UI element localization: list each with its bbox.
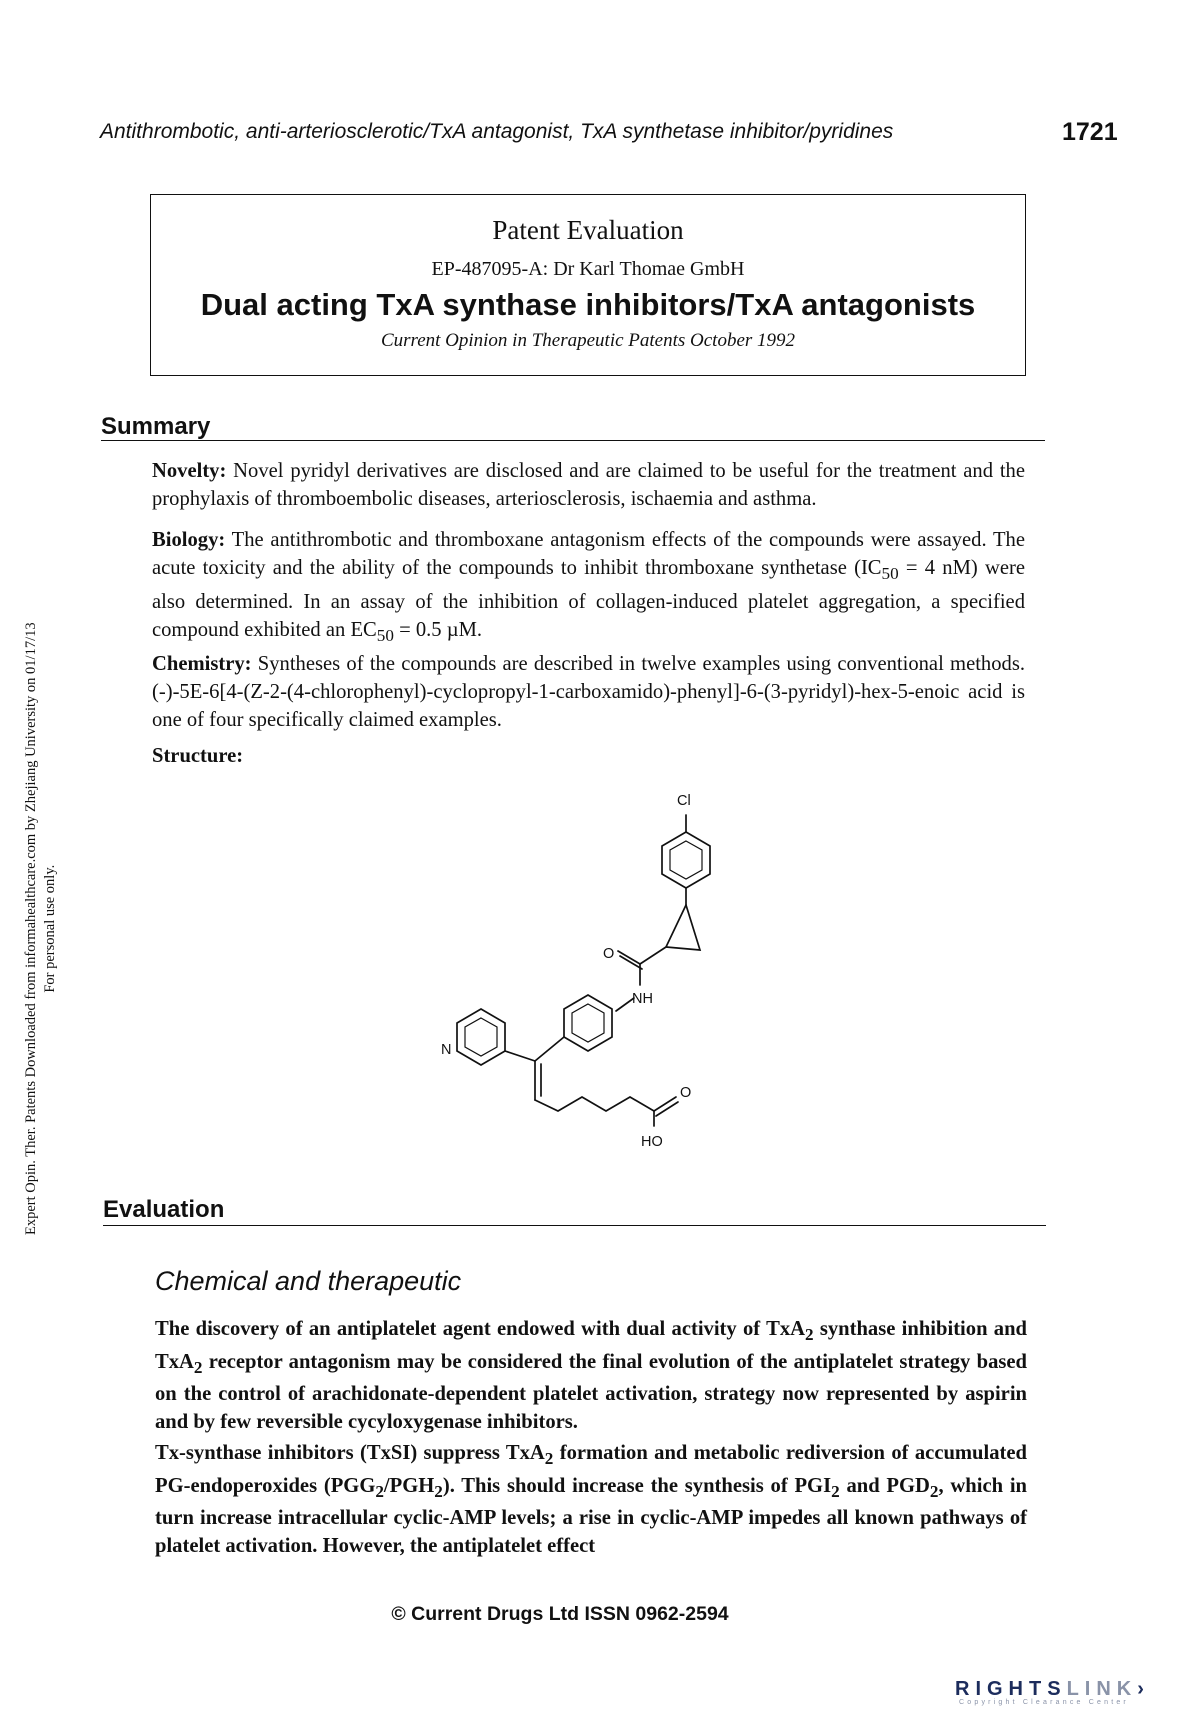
evaluation-rule xyxy=(103,1225,1046,1226)
evaluation-paragraph-2: Tx-synthase inhibitors (TxSI) suppress TxA$_2$ formation and metabolic rediversion of accumulated PG-endoperoxides $(PGG_2/PGH_2)$. This should increase the synthesis of $PGI_2$ and $PGD_2$, which in turn increase intracellular cyclic-AMP levels; a rise in cyclic-AMP impedes all known pathways of platelet activation. However, the antiplatelet effect xyxy=(155,1442,1027,1557)
download-note-line1: Expert Opin. Ther. Patents Downloaded from informahealthcare.com by Zhejiang University on 01/17/13 xyxy=(23,622,39,1235)
biology-text: The antithrombotic and thromboxane antagonism effects of the compounds were assayed. The acute toxicity and the ability of the compounds to inhibit thromboxane synthetase ( xyxy=(152,529,1025,579)
pyridine-ring xyxy=(457,1009,505,1065)
chemistry-text: Syntheses of the compounds are described in twelve examples using conventional methods. (-)-5E-6[4-(Z-2-(4-chlorophenyl)-cyclopropyl-1-carboxamido)-phenyl]-6-(3-pyridyl)-hex-5-enoic acid is one of four specifically claimed examples. xyxy=(152,653,1025,731)
rightslink-logo[interactable] xyxy=(955,1678,1150,1706)
novelty-label: Novelty: xyxy=(152,460,227,482)
biology-paragraph: Biology: The antithrombotic and thromboxane antagonism effects of the compounds were assayed. The acute toxicity and the ability of the compounds to inhibit thromboxane synthetase ($IC_{50} = 4$ nM) were also determined. In an assay of the inhibition of collagen-induced platelet aggregation, a specified compound exhibited an $EC_{50} = 0.5$ µM. xyxy=(152,529,1025,646)
evaluation-heading: Evaluation xyxy=(103,1196,225,1223)
atom-o-acid: O xyxy=(680,1085,692,1101)
rightslink-subtitle: Copyright Clearance Center xyxy=(959,1699,1129,1706)
evaluation-subheading: Chemical and therapeutic xyxy=(155,1266,462,1296)
journal-citation: Current Opinion in Therapeutic Patents October 1992 xyxy=(380,330,796,351)
chemical-structure xyxy=(420,780,750,1150)
evaluation-paragraph-1: The discovery of an antiplatelet agent endowed with dual activity of TxA$_2$ synthase inhibition and TxA$_2$ receptor antagonism may be considered the final evolution of the antiplatelet strategy based on the control of arachidonate-dependent platelet activation, strategy now represented by aspirin and by few reversible cycyloxygenase inhibitors. xyxy=(155,1318,1028,1433)
ic50-value: $IC_{50} = 4$ nM xyxy=(860,557,971,584)
patent-evaluation-box xyxy=(150,194,1026,376)
summary-rule xyxy=(101,440,1045,441)
summary-heading: Summary xyxy=(101,413,211,440)
atom-ho: HO xyxy=(641,1134,663,1150)
cyclopropane-ring xyxy=(666,888,700,950)
download-note-line2: For personal use only. xyxy=(42,864,58,993)
chemistry-label: Chemistry: xyxy=(152,653,252,675)
alkene-link xyxy=(505,1037,564,1100)
rightslink-arrow-icon: › xyxy=(1137,1678,1150,1700)
chlorophenyl-ring xyxy=(662,832,710,888)
hexenoic-acid-chain xyxy=(535,1097,678,1126)
evaluation-label: Patent Evaluation xyxy=(492,215,684,245)
running-title: Antithrombotic, anti-arteriosclerotic/TxA antagonist, TxA synthetase inhibitor/pyridines xyxy=(100,120,894,143)
chemistry-paragraph xyxy=(152,650,1025,734)
aminophenyl-ring xyxy=(564,995,612,1051)
novelty-paragraph xyxy=(152,457,1025,513)
rightslink-dark: RIGHTS xyxy=(955,1678,1067,1700)
article-title: Dual acting TxA synthase inhibitors/TxA antagonists xyxy=(200,287,976,322)
novelty-text: Novel pyridyl derivatives are disclosed and are claimed to be useful for the treatment and the prophylaxis of thromboembolic diseases, arteriosclerosis, ischaemia and asthma. xyxy=(152,460,1025,510)
structure-label: Structure: xyxy=(152,745,244,767)
atom-n-pyridine: N xyxy=(441,1042,452,1058)
page-number: 1721 xyxy=(1062,118,1118,146)
patent-number: EP-487095-A: Dr Karl Thomae GmbH xyxy=(431,258,745,280)
rightslink-light: LINK xyxy=(1066,1678,1138,1700)
ec50-value: $EC_{50} = 0.5$ µM. xyxy=(350,619,483,646)
download-watermark xyxy=(22,622,60,1235)
atom-o-amide: O xyxy=(603,946,615,962)
atom-nh: NH xyxy=(632,991,653,1007)
copyright-footer: © Current Drugs Ltd ISSN 0962-2594 xyxy=(391,1603,729,1625)
atom-cl: Cl xyxy=(677,793,691,809)
biology-label: Biology: xyxy=(152,529,226,551)
